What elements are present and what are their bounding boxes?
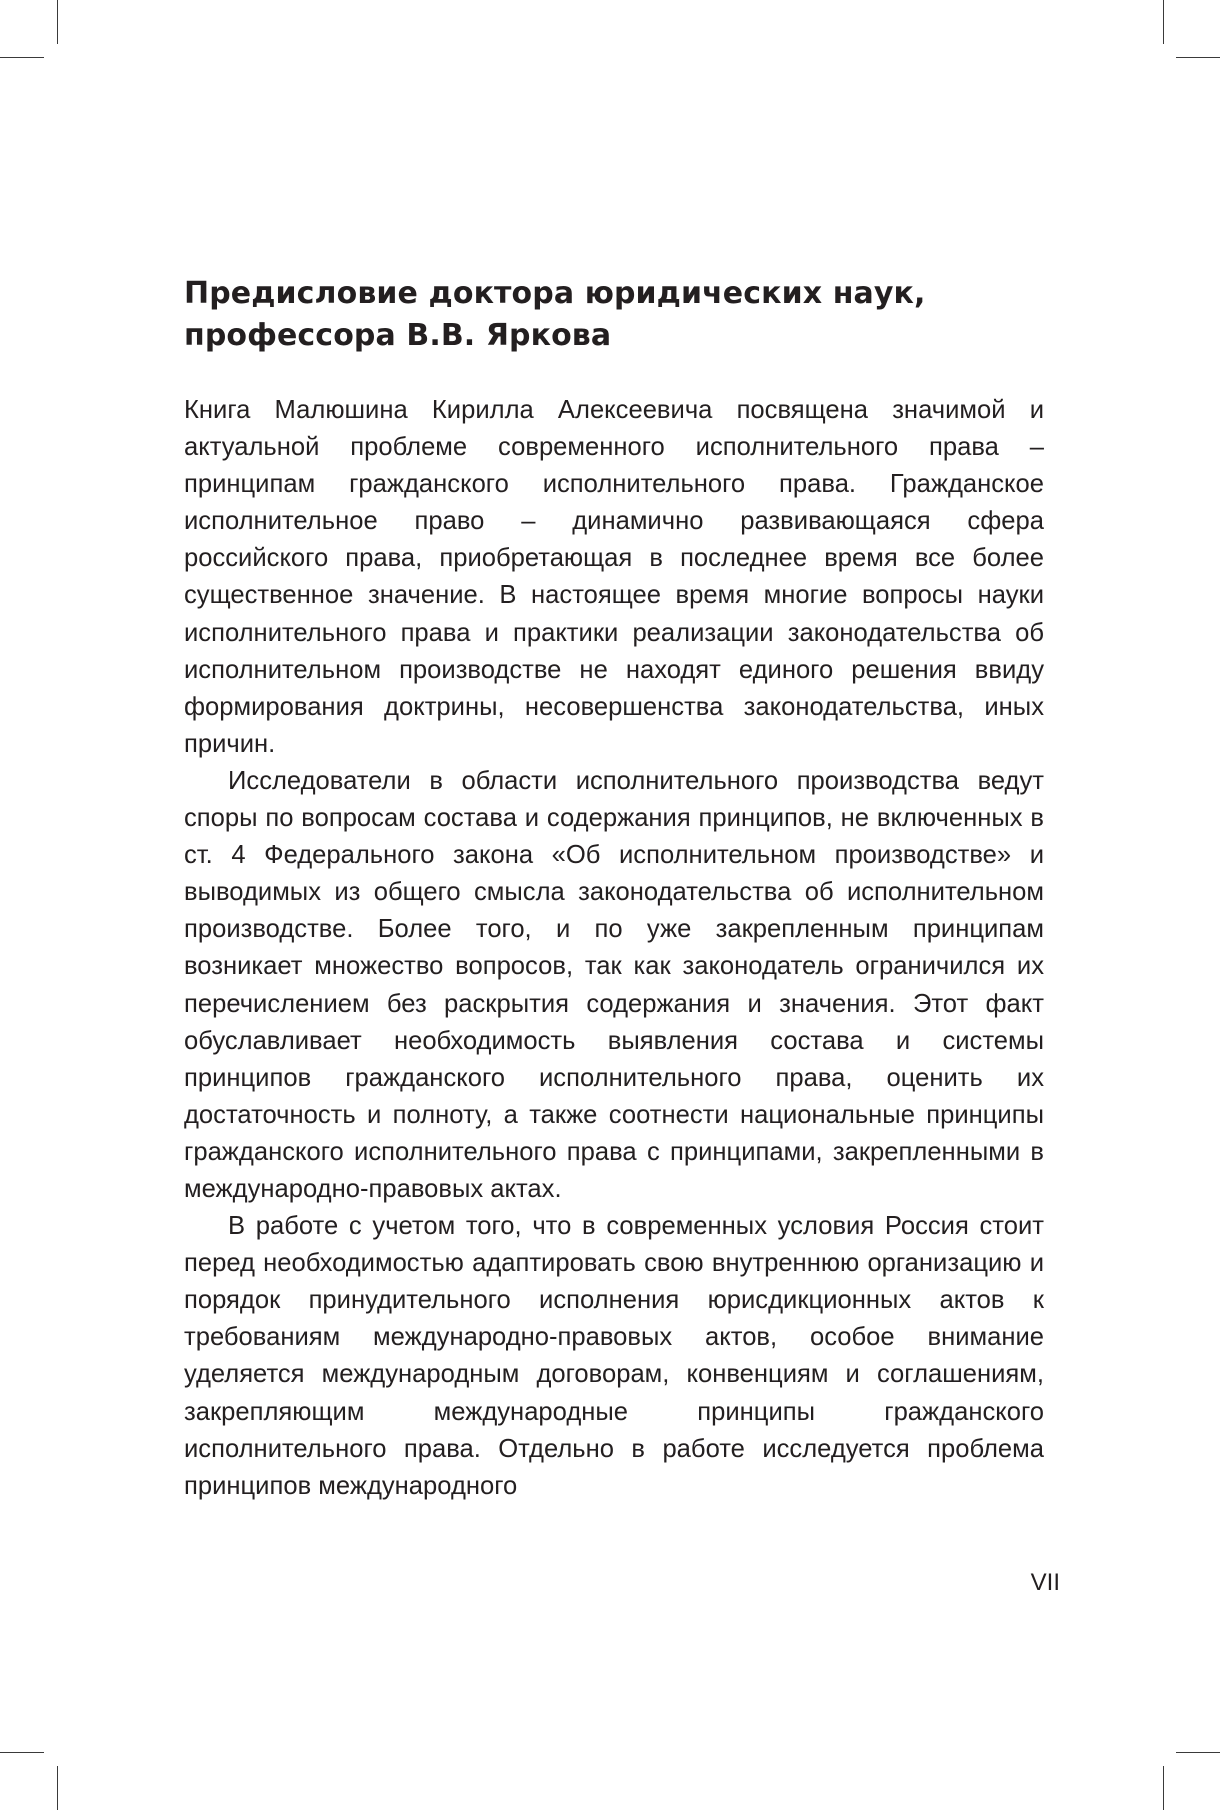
crop-mark-top-right-horizontal bbox=[1176, 57, 1220, 58]
paragraph-3: В работе с учетом того, что в современных условия Россия стоит перед необходимостью адаптировать свою внутреннюю организацию и порядок принудительного исполнения юрисдикционных актов к требованиям международно-правовых актов, особое внимание уделяется международным договорам, конвенциям и соглашениям, закрепляющим международные принципы гражданского исполнительного права. Отдельно в работе исследуется проблема принципов международного bbox=[184, 1212, 1044, 1500]
body-text bbox=[184, 392, 1044, 1505]
page-number: VII bbox=[1030, 1569, 1060, 1596]
paragraph-1: Книга Малюшина Кирилла Алексеевича посвящена значимой и актуальной проблеме современного исполнительного права – принципам гражданского исполнительного права. Гражданское исполнительное право – динамично развивающаяся сфера российского права, приобретающая в последнее время все более существенное значение. В настоящее время многие вопросы науки исполнительного права и практики реализации законодательства об исполнительном производстве не находят единого решения ввиду формирования доктрины, несовершенства законодательства, иных причин. bbox=[184, 396, 1044, 758]
section-heading bbox=[184, 273, 1064, 357]
crop-mark-bottom-left-horizontal bbox=[0, 1752, 44, 1753]
crop-mark-bottom-left-vertical bbox=[57, 1766, 58, 1810]
heading-line-2: профессора В.В. Яркова bbox=[184, 318, 612, 353]
paragraph-2: Исследователи в области исполнительного производства ведут споры по вопросам состава и содержания принципов, не включенных в ст. 4 Федерального закона «Об исполнительном производстве» и выводимых из общего смысла законодательства об исполнительном производстве. Более того, и по уже закрепленным принципам возникает множество вопросов, так как законодатель ограничился их перечислением без раскрытия содержания и значения. Этот факт обуславливает необходимость выявления состава и системы принципов гражданского исполнительного права, оценить их достаточность и полноту, а также соотнести национальные принципы гражданского исполнительного права с принципами, закрепленными в международно-правовых актах. bbox=[184, 766, 1044, 1203]
crop-mark-bottom-right-vertical bbox=[1163, 1766, 1164, 1810]
heading-line-1: Предисловие доктора юридических наук, bbox=[184, 276, 926, 311]
crop-mark-top-left-horizontal bbox=[0, 57, 44, 58]
crop-mark-top-right-vertical bbox=[1163, 0, 1164, 44]
crop-mark-top-left-vertical bbox=[57, 0, 58, 44]
crop-mark-bottom-right-horizontal bbox=[1176, 1752, 1220, 1753]
